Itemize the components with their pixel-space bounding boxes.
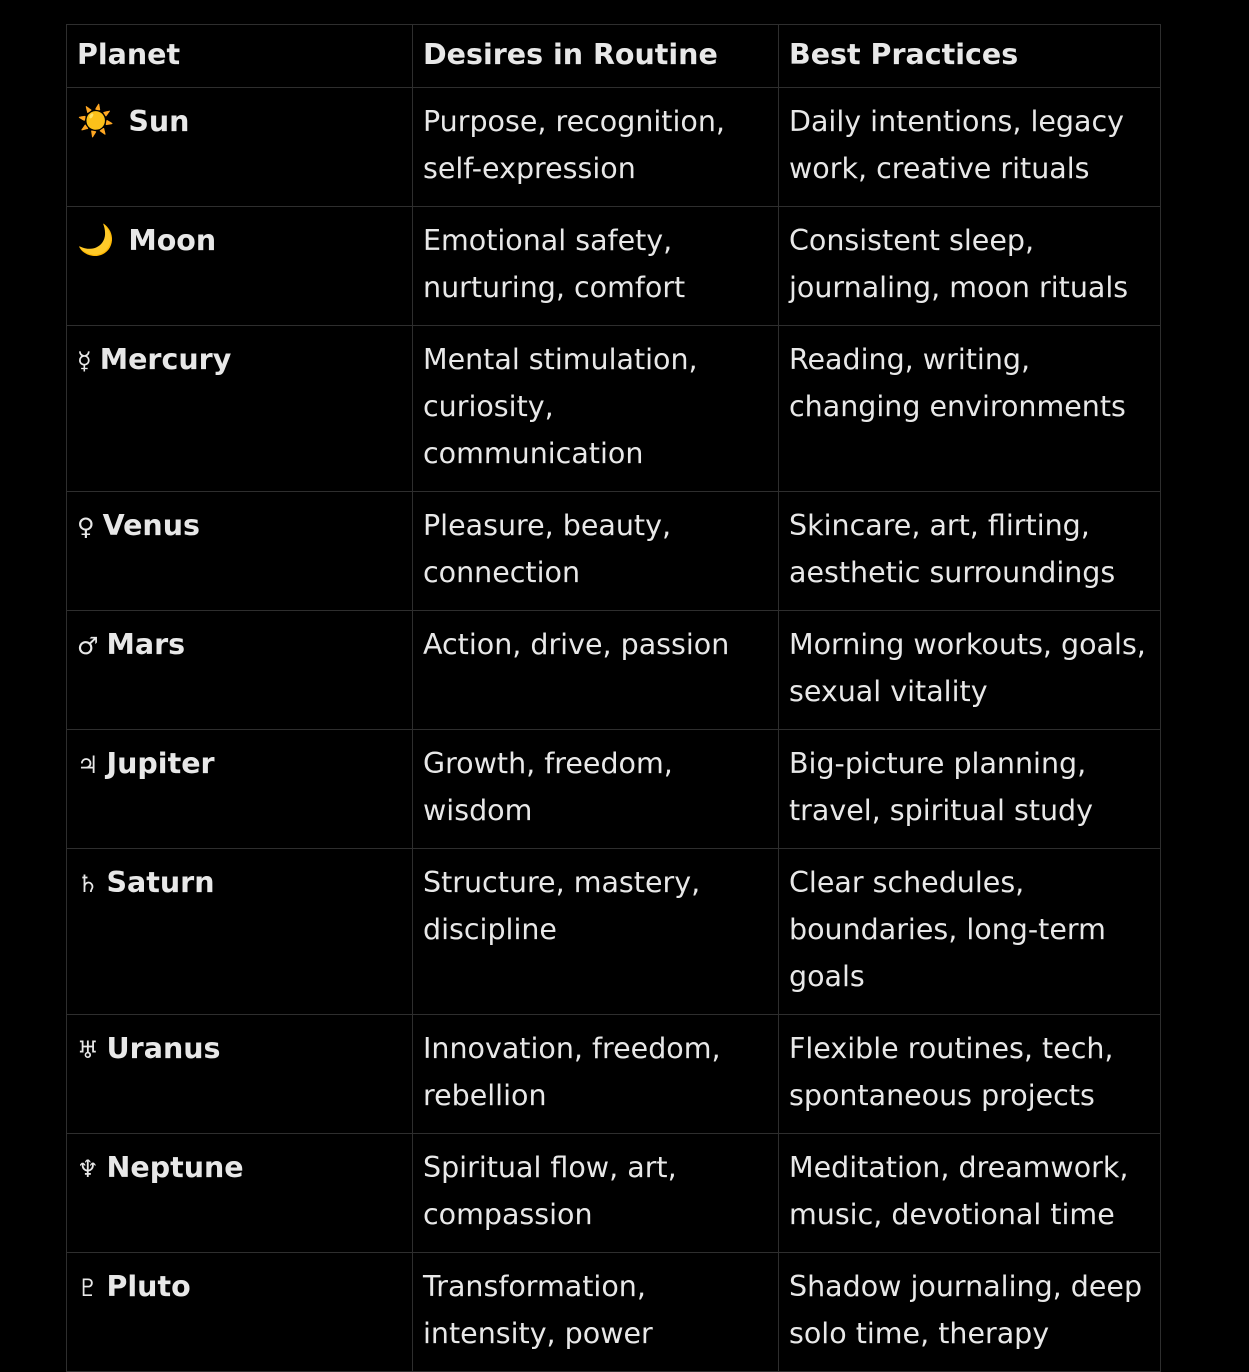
table-row (67, 730, 1161, 849)
desires-cell: Purpose, recognition, self-expression (413, 88, 779, 207)
moon-icon: 🌙 (77, 223, 115, 258)
planet-cell (67, 326, 413, 492)
practices-cell: Flexible routines, tech, spontaneous projects (779, 1015, 1161, 1134)
table-row (67, 1134, 1161, 1253)
venus-symbol-icon: ♀ (77, 513, 95, 541)
planet-name: Jupiter (106, 747, 215, 780)
table-row (67, 326, 1161, 492)
mars-symbol-icon: ♂ (77, 632, 99, 660)
header-desires: Desires in Routine (413, 25, 779, 88)
planet-cell (67, 611, 413, 730)
desires-cell: Action, drive, passion (413, 611, 779, 730)
planet-cell (67, 1253, 413, 1372)
practices-cell: Meditation, dreamwork, music, devotional time (779, 1134, 1161, 1253)
practices-cell: Clear schedules, boundaries, long-term goals (779, 849, 1161, 1015)
desires-cell: Emotional safety, nurturing, comfort (413, 207, 779, 326)
table-row (67, 849, 1161, 1015)
header-planet: Planet (67, 25, 413, 88)
pluto-symbol-icon: ♇ (77, 1274, 99, 1302)
planet-name: Venus (102, 509, 200, 542)
practices-cell: Morning workouts, goals, sexual vitality (779, 611, 1161, 730)
planet-name: Mars (106, 628, 186, 661)
sun-icon: ☀️ (77, 104, 115, 139)
table-row (67, 88, 1161, 207)
practices-cell: Daily intentions, legacy work, creative rituals (779, 88, 1161, 207)
practices-cell: Skincare, art, flirting, aesthetic surroundings (779, 492, 1161, 611)
desires-cell: Transformation, intensity, power (413, 1253, 779, 1372)
mercury-symbol-icon: ☿ (77, 347, 92, 375)
practices-cell: Big-picture planning, travel, spiritual study (779, 730, 1161, 849)
header-practices: Best Practices (779, 25, 1161, 88)
table-row (67, 492, 1161, 611)
planet-name: Sun (128, 105, 190, 138)
planet-name: Moon (128, 224, 217, 257)
planet-name: Neptune (106, 1151, 244, 1184)
planet-cell (67, 730, 413, 849)
desires-cell: Pleasure, beauty, connection (413, 492, 779, 611)
jupiter-symbol-icon: ♃ (77, 751, 99, 779)
table-row (67, 1253, 1161, 1372)
desires-cell: Spiritual flow, art, compassion (413, 1134, 779, 1253)
saturn-symbol-icon: ♄ (77, 870, 99, 898)
neptune-symbol-icon: ♆ (77, 1155, 99, 1183)
planet-name: Mercury (99, 343, 232, 376)
practices-cell: Reading, writing, changing environments (779, 326, 1161, 492)
planet-name: Saturn (106, 866, 215, 899)
planet-name: Uranus (106, 1032, 221, 1065)
planet-cell (67, 492, 413, 611)
planet-cell (67, 1134, 413, 1253)
practices-cell: Consistent sleep, journaling, moon rituals (779, 207, 1161, 326)
planet-table-container (66, 24, 1160, 1372)
desires-cell: Innovation, freedom, rebellion (413, 1015, 779, 1134)
desires-cell: Growth, freedom, wisdom (413, 730, 779, 849)
desires-cell: Mental stimulation, curiosity, communication (413, 326, 779, 492)
table-row (67, 611, 1161, 730)
planet-routine-table (66, 24, 1161, 1372)
desires-cell: Structure, mastery, discipline (413, 849, 779, 1015)
planet-name: Pluto (106, 1270, 191, 1303)
table-header-row (67, 25, 1161, 88)
planet-cell (67, 849, 413, 1015)
planet-cell (67, 88, 413, 207)
table-row (67, 1015, 1161, 1134)
practices-cell: Shadow journaling, deep solo time, therapy (779, 1253, 1161, 1372)
planet-cell (67, 207, 413, 326)
uranus-symbol-icon: ♅ (77, 1036, 99, 1064)
table-row (67, 207, 1161, 326)
planet-cell (67, 1015, 413, 1134)
